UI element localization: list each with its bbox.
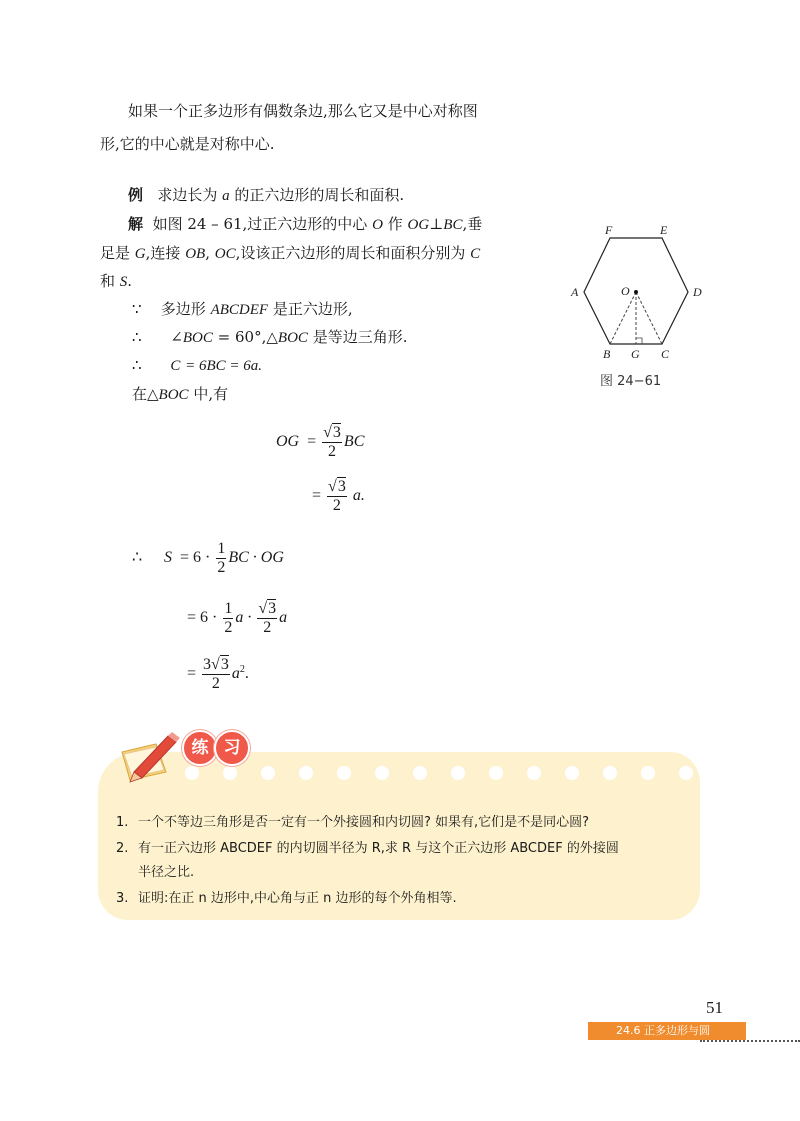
var-g: G — [134, 246, 146, 262]
step-text: 中,有 — [193, 385, 229, 403]
page-number: 51 — [706, 998, 723, 1017]
dot — [413, 766, 427, 780]
formula-og-1 — [276, 424, 364, 461]
step-2 — [132, 326, 407, 349]
label-f: F — [605, 223, 613, 237]
perp-symbol: ⊥ — [429, 215, 444, 233]
example-var-a: a — [222, 188, 230, 204]
step-text: 多边形 — [160, 300, 206, 318]
solution-text: , — [205, 244, 210, 262]
fraction-sqrt3-over-2: $\frac{√3}{2}$ — [328, 478, 346, 514]
equals: = — [187, 665, 197, 683]
right-angle-mark — [636, 338, 642, 344]
dot-row — [185, 766, 695, 782]
solution-line-1 — [128, 213, 482, 236]
sqrt-3: 3 — [268, 600, 277, 617]
practice-item-2-cont — [116, 863, 194, 883]
label-o: O — [621, 284, 630, 298]
equals: = — [312, 487, 322, 505]
dot — [223, 766, 237, 780]
example-text-b: 的正六边形的周长和面积. — [234, 186, 405, 204]
practice-item-1 — [116, 813, 589, 833]
var-abcdef: ABCDEF — [210, 302, 269, 318]
sqrt-3: 3 — [220, 656, 229, 673]
var-s: S — [164, 549, 172, 567]
solution-text: 作 — [387, 215, 403, 233]
angle-boc: ∠BOC — [170, 330, 213, 346]
label-e: E — [660, 223, 668, 237]
fraction-sqrt3-over-2: $\frac{√3}{2}$ — [323, 424, 341, 460]
sqrt-3: 3 — [332, 424, 341, 441]
sqrt-3: 3 — [337, 478, 346, 495]
label-d: D — [693, 285, 702, 299]
dot — [451, 766, 465, 780]
period: . — [244, 665, 249, 683]
equals: = — [307, 433, 317, 451]
because-symbol: ∵ — [132, 300, 142, 318]
item-text: 有一正六边形 ABCDEF 的内切圆半径为 R,求 R 与这个正六边形 ABCDEF 的外接圆 — [138, 841, 619, 856]
item-number: 3. — [116, 891, 129, 906]
var-bc: BC — [443, 217, 463, 233]
dot — [299, 766, 313, 780]
step-4 — [132, 383, 228, 406]
solution-text: ,垂 — [462, 215, 483, 233]
therefore-symbol: ∴ — [132, 328, 142, 346]
denominator: 2 — [263, 619, 272, 636]
dot — [337, 766, 351, 780]
item-text: 半径之比. — [138, 865, 195, 880]
var-og: OG — [276, 433, 300, 451]
var-bc-og: BC · OG — [228, 549, 284, 567]
intro-line-2: 形,它的中心就是对称中心. — [100, 135, 275, 153]
denominator: 2 — [328, 443, 337, 460]
item-number: 2. — [116, 841, 129, 856]
figure-caption: 图 24−61 — [600, 374, 662, 389]
solution-text: ,连接 — [145, 244, 181, 262]
dot — [489, 766, 503, 780]
dot — [261, 766, 275, 780]
section-label: 24.6 正多边形与圆 — [616, 1024, 710, 1037]
step-1 — [132, 298, 353, 321]
var-bc: BC — [343, 433, 365, 451]
solution-text: ,设该正六边形的周长和面积分别为 — [235, 244, 466, 262]
practice-badge-2: 习 — [214, 730, 250, 766]
denominator: 2 — [224, 619, 233, 636]
numerator: 1 — [217, 540, 226, 557]
step-text: 是等边三角形. — [312, 328, 408, 346]
center-point — [634, 290, 638, 294]
triangle-boc: △BOC — [266, 330, 308, 346]
var-o: O — [372, 217, 383, 233]
pencil-notebook-icon — [116, 722, 188, 784]
dot — [679, 766, 693, 780]
fraction-3sqrt3-over-2: $\frac{3√3}{2}$ — [203, 656, 229, 692]
six-times: 6 · — [200, 609, 218, 627]
solution-text: . — [127, 272, 133, 290]
label-a: A — [571, 285, 579, 299]
equals: = — [180, 549, 190, 567]
fraction-sqrt3-over-2: $\frac{√3}{2}$ — [258, 600, 277, 636]
example-text-a: 求边长为 — [157, 186, 218, 204]
formula-s-2 — [187, 600, 287, 637]
example-line — [128, 184, 404, 207]
solution-line-2 — [100, 242, 480, 265]
step-text: 在 — [132, 385, 148, 403]
solution-text: 和 — [100, 272, 116, 290]
equals: = — [187, 609, 197, 627]
solution-text: 足是 — [100, 244, 131, 262]
formula-s-1 — [132, 540, 284, 577]
var-a: a. — [352, 487, 365, 505]
formula-og-2 — [312, 478, 365, 515]
var-c: C — [170, 358, 181, 374]
solution-label: 解 — [128, 215, 144, 233]
practice-badge-1: 练 — [182, 730, 218, 766]
numerator: 1 — [224, 600, 233, 617]
step-text: = 6BC = 6a. — [185, 358, 263, 374]
dot — [527, 766, 541, 780]
item-text: 证明:在正 n 边形中,中心角与正 n 边形的每个外角相等. — [138, 891, 457, 906]
intro-line-1: 如果一个正多边形有偶数条边,那么它又是中心对称图 — [128, 102, 478, 120]
var-c: C — [470, 246, 481, 262]
practice-item-2 — [116, 839, 619, 859]
footer-dotted-line — [700, 1040, 800, 1042]
step-text: = 60°, — [217, 328, 267, 346]
var-s: S — [119, 274, 128, 290]
formula-s-3 — [187, 656, 249, 693]
var-a: a · — [235, 609, 252, 627]
var-a: a — [279, 609, 288, 627]
denominator: 2 — [332, 497, 341, 514]
var-a: a — [231, 665, 240, 683]
var-oc: OC — [214, 246, 236, 262]
item-number: 1. — [116, 815, 129, 830]
hexagon-figure — [555, 220, 720, 390]
exponent: 2 — [239, 663, 245, 675]
dot — [565, 766, 579, 780]
dot — [375, 766, 389, 780]
six-times: 6 · — [193, 549, 211, 567]
solution-line-3 — [100, 270, 132, 293]
var-og: OG — [407, 217, 430, 233]
fraction-one-half — [223, 600, 233, 637]
item-text: 一个不等边三角形是否一定有一个外接圆和内切圆? 如果有,它们是不是同心圆? — [138, 815, 590, 830]
label-c: C — [661, 347, 670, 361]
triangle-boc: △BOC — [147, 387, 189, 403]
section-bar — [588, 1022, 746, 1040]
coefficient: 3 — [203, 656, 212, 673]
therefore-symbol: ∴ — [132, 549, 143, 567]
denominator: 2 — [217, 559, 226, 576]
step-3 — [132, 354, 262, 377]
label-b: B — [603, 347, 611, 361]
therefore-symbol: ∴ — [132, 356, 142, 374]
step-text: 是正六边形, — [272, 300, 353, 318]
segment-ob — [610, 292, 636, 344]
segment-oc — [636, 292, 662, 344]
denominator: 2 — [211, 675, 220, 692]
label-g: G — [631, 347, 640, 361]
practice-item-3 — [116, 889, 457, 909]
example-label: 例 — [128, 186, 144, 204]
dot — [641, 766, 655, 780]
solution-text: 如图 24 – 61,过正六边形的中心 — [152, 215, 368, 233]
var-ob: OB — [185, 246, 206, 262]
dot — [603, 766, 617, 780]
fraction-one-half — [216, 540, 226, 577]
